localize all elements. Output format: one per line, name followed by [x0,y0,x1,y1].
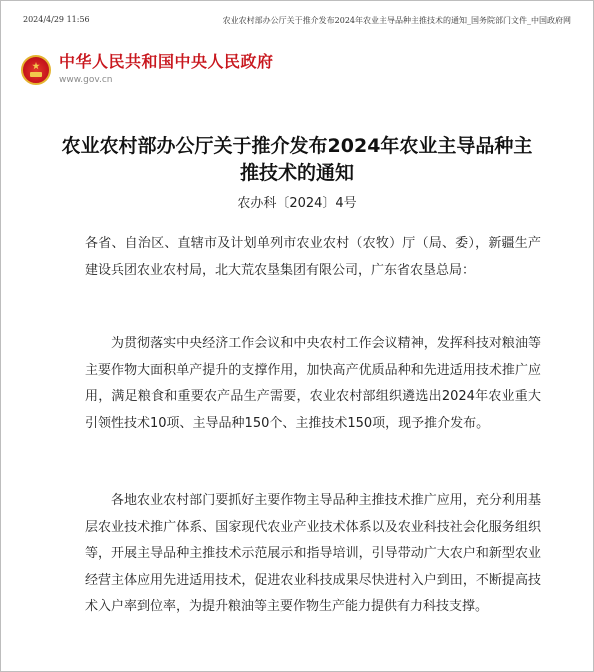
national-emblem-icon [21,55,51,85]
brand-text [59,53,274,85]
print-datetime: 2024/4/29 11:56 [23,15,90,24]
document-paragraph: 为贯彻落实中央经济工作会议和中央农村工作会议精神，发挥科技对粮油等主要作物大面积单产提升的支撑作用，加快高产优质品种和先进适用技术推广应用，满足粮食和重要农产品生产需要，农业农村部组织遴选出2024年农业重大引领性技术10项、主导品种150个、主推技术150项，现予推介发布。 [85,336,541,431]
document-paragraph: 各地农业农村部门要抓好主要作物主导品种主推技术推广应用，充分利用基层农业技术推广体系、国家现代农业产业技术体系以及农业科技社会化服务组织等，开展主导品种主推技术示范展示和指导培训，引导带动广大农户和新型农业经营主体应用先进适用技术，促进农业科技成果尽快进村入户到田，不断提高技术入户率到位率，为提升粮油等主要作物生产能力提供有力科技支撑。 [85,493,541,615]
document-title: 农业农村部办公厅关于推介发布2024年农业主导品种主推技术的通知 [61,135,533,184]
document-number: 农办科〔2024〕4号 [237,196,357,211]
print-header [23,15,571,26]
brand-url: www.gov.cn [59,75,113,85]
brand-name: 中华人民共和国中央人民政府 [59,52,274,71]
document-salutation: 各省、自治区、直辖市及计划单列市农业农村（农牧）厅（局、委），新疆生产建设兵团农业农村局，北大荒农垦集团有限公司，广东省农垦总局： [85,236,541,278]
site-brand[interactable] [21,53,274,85]
print-page-title: 农业农村部办公厅关于推介发布2024年农业主导品种主推技术的通知_国务院部门文件_中国政府网 [222,16,571,25]
